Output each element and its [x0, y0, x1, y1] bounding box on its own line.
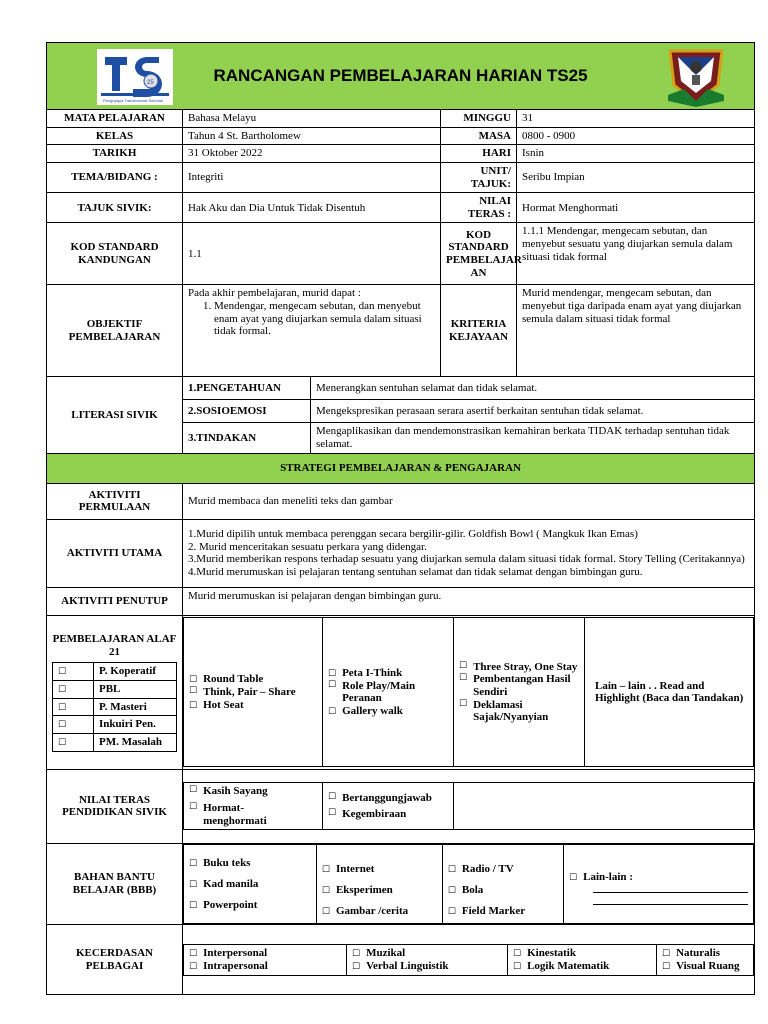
- hari-value: Isnin: [517, 145, 755, 163]
- mata-pelajaran-value: Bahasa Melayu: [183, 110, 441, 128]
- nilai-grid: [183, 782, 754, 830]
- bbb-option: Powerpoint: [203, 898, 258, 911]
- checkbox[interactable]: ☐: [459, 698, 468, 709]
- checkbox[interactable]: ☐: [189, 700, 198, 711]
- masa-value: 0800 - 0900: [517, 127, 755, 145]
- masa-label: MASA: [441, 127, 517, 145]
- kecerdasan-col1: [184, 945, 347, 975]
- checkbox[interactable]: ☐: [321, 885, 330, 896]
- utama-label: AKTIVITI UTAMA: [47, 519, 183, 587]
- checkbox[interactable]: ☐: [58, 720, 67, 731]
- bbb-option: Kad manila: [203, 877, 259, 890]
- row-tajuk-sivik: [47, 193, 755, 223]
- row-bbb: [47, 843, 755, 925]
- checkbox[interactable]: ☐: [321, 906, 330, 917]
- kecerdasan-option: Logik Matematik: [527, 959, 610, 972]
- checkbox[interactable]: ☐: [58, 702, 67, 713]
- kriteria-label: KRITERIA KEJAYAAN: [441, 285, 517, 377]
- nilai-label: NILAI TERAS PENDIDIKAN SIVIK: [47, 769, 183, 843]
- svg-text:25: 25: [147, 80, 154, 86]
- nilai-teras-label: NILAI TERAS :: [441, 193, 517, 223]
- alaf21-option: Round Table: [203, 673, 264, 686]
- row-kelas: [47, 127, 755, 145]
- permulaan-label: AKTIVITI PERMULAAN: [47, 483, 183, 519]
- bbb-options: [183, 843, 755, 925]
- row-alaf21: [47, 615, 755, 769]
- checkbox[interactable]: ☐: [328, 679, 337, 690]
- row-kod-standard: [47, 223, 755, 285]
- checkbox[interactable]: ☐: [447, 885, 456, 896]
- tarikh-label: TARIKH: [47, 145, 183, 163]
- alaf21-option: Pembentangan Hasil Sendiri: [473, 673, 571, 698]
- row-permulaan: [47, 483, 755, 519]
- literasi-value: Mengaplikasikan dan mendemonstrasikan kemahiran berkata TIDAK terhadap sentuhan tidak selamat.: [311, 423, 755, 453]
- unit-value: Seribu Impian: [517, 162, 755, 192]
- alaf21-option: Deklamasi Sajak/Nyanyian: [473, 698, 549, 724]
- row-objektif: [47, 285, 755, 377]
- tarikh-value: 31 Oktober 2022: [183, 145, 441, 163]
- tajuk-sivik-value: Hak Aku dan Dia Untuk Tidak Disentuh: [183, 193, 441, 223]
- lesson-plan-table: [46, 42, 755, 995]
- page-title: RANCANGAN PEMBELAJARAN HARIAN TS25: [213, 66, 588, 86]
- literasi-label: LITERASI SIVIK: [47, 377, 183, 453]
- checkbox[interactable]: ☐: [58, 737, 67, 748]
- kecerdasan-option: Verbal Linguistik: [366, 959, 449, 972]
- ksk-label: KOD STANDARD KANDUNGAN: [47, 223, 183, 285]
- checkbox[interactable]: ☐: [352, 949, 361, 960]
- objektif-intro: Pada akhir pembelajaran, murid dapat :: [188, 287, 361, 300]
- checkbox[interactable]: ☐: [662, 961, 671, 972]
- kecerdasan-col3: [508, 945, 657, 975]
- ksk-value: 1.1: [183, 223, 441, 285]
- bbb-col3: [442, 844, 563, 924]
- alaf21-type: PBL: [94, 680, 177, 698]
- tema-value: Integriti: [183, 162, 441, 192]
- bbb-lain-line[interactable]: [593, 896, 748, 905]
- kecerdasan-option: Interpersonal: [203, 947, 268, 960]
- checkbox[interactable]: ☐: [189, 685, 198, 696]
- bbb-option: Eksperimen: [335, 883, 393, 896]
- bbb-col2: [316, 844, 442, 924]
- checkbox[interactable]: ☐: [662, 949, 671, 960]
- minggu-value: 31: [517, 110, 755, 128]
- kecerdasan-options: [183, 925, 755, 995]
- alaf21-col1: [184, 618, 323, 767]
- hari-label: HARI: [441, 145, 517, 163]
- checkbox[interactable]: ☐: [189, 785, 198, 796]
- checkbox[interactable]: ☐: [189, 961, 198, 972]
- alaf21-type: PM. Masalah: [94, 733, 177, 751]
- alaf21-type: P. Masteri: [94, 698, 177, 716]
- checkbox[interactable]: ☐: [447, 906, 456, 917]
- checkbox[interactable]: ☐: [569, 873, 578, 884]
- kecerdasan-option: Intrapersonal: [203, 959, 268, 972]
- row-nilai-teras: [47, 769, 755, 843]
- penutup-value: Murid merumuskan isi pelajaran dengan bimbingan guru.: [183, 587, 755, 615]
- ksp-value: 1.1.1 Mendengar, mengecam sebutan, dan menyebut sesuatu yang diujarkan semula dalam situasi tidak formal: [517, 223, 755, 285]
- alaf21-lain: Lain – lain . . Read and Highlight (Baca dan Tandakan): [585, 618, 754, 767]
- bbb-lain: [564, 844, 754, 924]
- bbb-option: Bola: [461, 883, 484, 896]
- permulaan-value: Murid membaca dan meneliti teks dan gambar: [183, 483, 755, 519]
- utama-item: 2. Murid menceritakan sesuatu perkara yang didengar.: [188, 540, 427, 553]
- checkbox[interactable]: ☐: [513, 949, 522, 960]
- row-literasi-1: [47, 377, 755, 400]
- bbb-option: Field Marker: [461, 904, 526, 917]
- alaf21-type-list: [52, 662, 177, 751]
- kelas-label: KELAS: [47, 127, 183, 145]
- alaf21-option: Role Play/Main Peranan: [342, 679, 416, 705]
- kecerdasan-option: Kinestatik: [527, 947, 576, 960]
- literasi-value: Mengekspresikan perasaan serara asertif berkaitan sentuhan tidak selamat.: [311, 400, 755, 423]
- ksp-label: KOD STANDARD PEMBELAJAR AN: [441, 223, 517, 285]
- checkbox[interactable]: ☐: [447, 864, 456, 875]
- alaf21-col3: [454, 618, 585, 767]
- row-mata-pelajaran: [47, 110, 755, 128]
- objektif-list: [188, 300, 435, 338]
- bbb-col1: [184, 844, 317, 924]
- kecerdasan-option: Naturalis: [676, 947, 721, 960]
- checkbox[interactable]: ☐: [189, 858, 198, 869]
- checkbox[interactable]: ☐: [513, 961, 522, 972]
- document-header: [47, 43, 755, 110]
- kelas-value: Tahun 4 St. Bartholomew: [183, 127, 441, 145]
- mata-pelajaran-label: MATA PELAJARAN: [47, 110, 183, 128]
- nilai-teras-value: Hormat Menghormati: [517, 193, 755, 223]
- checkbox[interactable]: ☐: [189, 801, 198, 812]
- literasi-key: 3.TINDAKAN: [183, 423, 311, 453]
- tema-label: TEMA/BIDANG :: [47, 162, 183, 192]
- checkbox[interactable]: ☐: [189, 900, 198, 911]
- utama-item: 1.Murid dipilih untuk membaca perenggan secara bergilir-gilir. Goldfish Bowl ( Mangkuk Ikan Emas): [188, 527, 638, 540]
- unit-label: UNIT/ TAJUK:: [441, 162, 517, 192]
- checkbox[interactable]: ☐: [189, 949, 198, 960]
- objektif-content: [183, 285, 441, 377]
- checkbox[interactable]: ☐: [58, 684, 67, 695]
- nilai-option: Kasih Sayang: [203, 785, 268, 798]
- svg-text:Pengupaya Transformasi Sekolah: Pengupaya Transformasi Sekolah: [103, 98, 164, 103]
- nilai-col1: [184, 783, 323, 830]
- alaf21-type: Inkuiri Pen.: [94, 716, 177, 734]
- alaf21-options: [183, 615, 755, 769]
- kecerdasan-col4: [657, 945, 754, 975]
- alaf21-col2: [323, 618, 454, 767]
- alaf21-label: PEMBELAJARAN ALAF 21: [52, 633, 177, 658]
- utama-item: 4.Murid merumuskan isi pelajaran tentang sentuhan selamat dan tidak selamat dengan bimbingan guru.: [188, 565, 643, 578]
- bbb-grid: [183, 844, 754, 925]
- literasi-key: 2.SOSIOEMOSI: [183, 400, 311, 423]
- utama-item: 3.Murid memberikan respons terhadap sesuatu yang diujarkan semula dalam situasi tidak formal. Story Telling (Ceritakannya): [188, 553, 745, 566]
- row-penutup: [47, 587, 755, 615]
- alaf21-option: Peta I-Think: [342, 666, 403, 679]
- kecerdasan-grid: [183, 944, 754, 975]
- alaf21-option: Think, Pair – Share: [203, 685, 296, 698]
- literasi-key: 1.PENGETAHUAN: [183, 377, 311, 400]
- alaf21-grid: [183, 617, 754, 767]
- objektif-label: OBJEKTIF PEMBELAJARAN: [47, 285, 183, 377]
- checkbox[interactable]: ☐: [328, 791, 337, 802]
- bbb-option: Buku teks: [203, 856, 251, 869]
- row-tema: [47, 162, 755, 192]
- tajuk-sivik-label: TAJUK SIVIK:: [47, 193, 183, 223]
- alaf21-label-cell: [47, 615, 183, 769]
- nilai-option: Bertanggungjawab: [342, 791, 432, 804]
- row-tarikh: [47, 145, 755, 163]
- alaf21-option: Gallery walk: [342, 704, 403, 717]
- strategi-title: STRATEGI PEMBELAJARAN & PENGAJARAN: [47, 453, 755, 483]
- checkbox[interactable]: ☐: [459, 673, 468, 684]
- bbb-option: Radio / TV: [461, 862, 514, 875]
- kecerdasan-option: Visual Ruang: [676, 959, 740, 972]
- checkbox[interactable]: ☐: [321, 864, 330, 875]
- row-strategi-title: [47, 453, 755, 483]
- alaf21-type: P. Koperatif: [94, 663, 177, 681]
- row-kecerdasan: [47, 925, 755, 995]
- bbb-label: BAHAN BANTU BELAJAR (BBB): [47, 843, 183, 925]
- bbb-lain-label: Lain-lain :: [583, 871, 633, 884]
- kriteria-value: Murid mendengar, mengecam sebutan, dan menyebut tiga daripada enam ayat yang diujarkan semula dalam situasi tidak formal: [517, 285, 755, 377]
- checkbox[interactable]: ☐: [352, 961, 361, 972]
- lesson-plan-document: [46, 42, 754, 995]
- checkbox[interactable]: ☐: [459, 660, 468, 671]
- school-crest-logo: [664, 45, 728, 111]
- checkbox[interactable]: ☐: [189, 879, 198, 890]
- checkbox[interactable]: ☐: [328, 706, 337, 717]
- kecerdasan-label: KECERDASAN PELBAGAI: [47, 925, 183, 995]
- utama-content: [183, 519, 755, 587]
- objektif-item: 1. Mendengar, mengecam sebutan, dan menyebut enam ayat yang diujarkan semula dalam situasi tidak formal.: [214, 300, 435, 338]
- checkbox[interactable]: ☐: [328, 668, 337, 679]
- alaf21-option: Hot Seat: [203, 698, 244, 711]
- ts25-logo: [95, 47, 175, 111]
- bbb-lain-line[interactable]: [593, 884, 748, 893]
- penutup-label: AKTIVITI PENUTUP: [47, 587, 183, 615]
- kecerdasan-option: Muzikal: [366, 947, 406, 960]
- nilai-option: Hormat-menghormati: [203, 801, 267, 827]
- bbb-option: Gambar /cerita: [335, 904, 409, 917]
- alaf21-option: Three Stray, One Stay: [473, 660, 578, 673]
- checkbox[interactable]: ☐: [328, 808, 337, 819]
- minggu-label: MINGGU: [441, 110, 517, 128]
- bbb-option: Internet: [335, 862, 375, 875]
- nilai-col2: [323, 783, 454, 830]
- checkbox[interactable]: ☐: [58, 667, 67, 678]
- nilai-option: Kegembiraan: [342, 808, 407, 821]
- row-utama: [47, 519, 755, 587]
- nilai-options: [183, 769, 755, 843]
- kecerdasan-col2: [347, 945, 508, 975]
- checkbox[interactable]: ☐: [189, 675, 198, 686]
- literasi-value: Menerangkan sentuhan selamat dan tidak selamat.: [311, 377, 755, 400]
